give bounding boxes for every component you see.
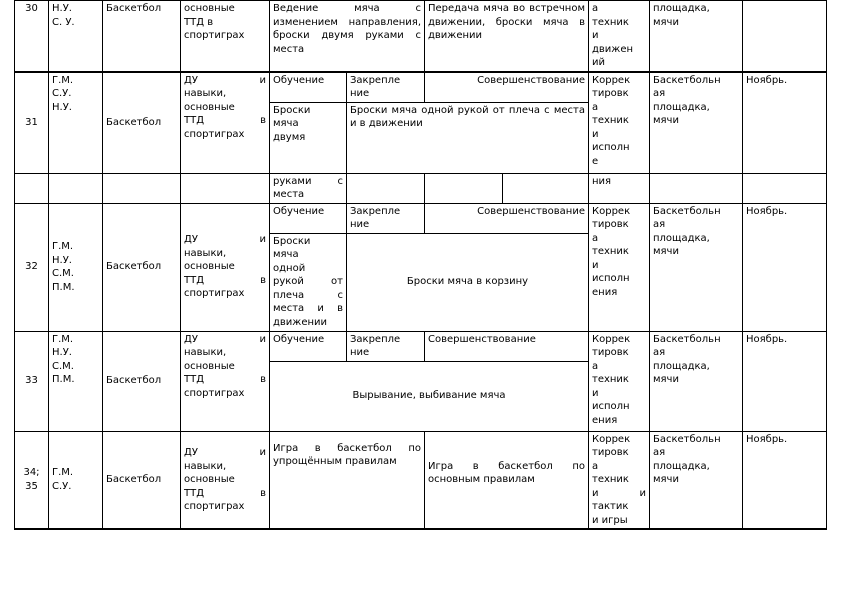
task-line: навыки, xyxy=(184,88,227,99)
control-line: техник xyxy=(592,374,629,385)
task-line: ДУ и xyxy=(184,74,266,86)
lesson-number: 30 xyxy=(15,1,49,72)
task-line: навыки, xyxy=(184,347,227,358)
control-line: Коррек xyxy=(592,74,631,86)
teacher: С.У. xyxy=(52,88,72,99)
teacher: Г.М. xyxy=(52,241,74,252)
sub-line: места и в xyxy=(273,303,343,314)
teachers-cell xyxy=(49,203,103,331)
task-line: ТТД в xyxy=(184,16,214,28)
teacher: Г.М. xyxy=(52,74,74,86)
equipment-line: мячи xyxy=(653,16,679,28)
task-line: основные xyxy=(184,3,235,14)
empty-cell xyxy=(103,173,181,203)
control-line: исполн xyxy=(592,401,630,412)
content-cell: Игра в баскетбол по упрощённым правилам xyxy=(270,431,425,529)
month-cell xyxy=(743,1,827,72)
equipment-line: Баскетбольн xyxy=(653,433,721,445)
equipment-line: Баскетбольн xyxy=(653,74,721,86)
control-line: тировк xyxy=(592,88,629,99)
stage-consolidation: Закрепле ние xyxy=(347,72,425,103)
continuation-text: руками с места xyxy=(270,173,347,203)
equipment-line: мячи xyxy=(653,115,679,126)
control-line: ий xyxy=(592,57,605,68)
tasks-cell xyxy=(181,72,270,174)
control-line: движен xyxy=(592,43,634,55)
equipment-line: мячи xyxy=(653,246,679,257)
equipment-line: площадка, xyxy=(653,460,710,472)
month-cell: Ноябрь. xyxy=(743,72,827,174)
month-cell: Ноябрь. xyxy=(743,331,827,431)
control-line: а xyxy=(592,101,599,113)
teachers-cell xyxy=(49,72,103,174)
table-row xyxy=(15,1,827,72)
teacher: С.У. xyxy=(52,480,72,492)
continuation-control: ния xyxy=(589,173,650,203)
task-line: спортиграх xyxy=(184,30,245,41)
task-line: ТТД в xyxy=(184,274,266,286)
task-line: навыки, xyxy=(184,247,227,259)
equipment-cell xyxy=(650,331,743,431)
control-line: тактик xyxy=(592,501,629,512)
sub-exercise xyxy=(270,102,347,173)
sub-line: одной xyxy=(273,262,306,274)
task-line: ТТД в xyxy=(184,115,266,126)
empty-cell xyxy=(347,173,425,203)
lesson-number: 34; 35 xyxy=(15,431,49,529)
equipment-line: ая xyxy=(653,219,666,230)
teachers-cell xyxy=(49,431,103,529)
sub-line: Броски xyxy=(273,104,311,116)
teacher: Г.М. xyxy=(52,333,74,345)
control-line: исполн xyxy=(592,142,630,153)
equipment-line: ая xyxy=(653,347,666,358)
teachers-cell xyxy=(49,331,103,431)
task-line: ДУ и xyxy=(184,234,266,246)
control-line: Коррек xyxy=(592,205,631,217)
sub-line: двумя xyxy=(273,131,306,143)
teacher: С. У. xyxy=(52,16,75,28)
content-cell: Игра в баскетбол по основным правилам xyxy=(425,431,589,529)
task-line: ТТД в xyxy=(184,487,266,499)
equipment-line: Баскетбольн xyxy=(653,205,721,217)
task-line: ДУ и xyxy=(184,447,266,458)
tasks-cell xyxy=(181,203,270,331)
lesson-plan-table xyxy=(14,0,827,530)
empty-cell xyxy=(650,173,743,203)
task-line: основные xyxy=(184,360,235,372)
control-line: ения xyxy=(592,286,618,298)
control-cell xyxy=(589,72,650,174)
teacher: С.М. xyxy=(52,268,74,279)
equipment-line: мячи xyxy=(653,374,679,385)
control-line: тировк xyxy=(592,219,629,230)
task-line: спортиграх xyxy=(184,288,245,300)
sub-line: мяча xyxy=(273,249,299,260)
control-line: техник xyxy=(592,16,629,28)
section-cell: Баскетбол xyxy=(103,1,181,72)
lesson-number: 33 xyxy=(15,331,49,431)
teacher: С.М. xyxy=(52,360,74,372)
tasks-cell xyxy=(181,331,270,431)
control-cell xyxy=(589,1,650,72)
sub-line: движении xyxy=(273,316,328,328)
task-line: основные xyxy=(184,261,235,273)
equipment-line: мячи xyxy=(653,474,679,485)
equipment-line: площадка, xyxy=(653,3,710,14)
teacher: П.М. xyxy=(52,374,75,385)
control-line: Коррек xyxy=(592,433,631,445)
control-line: тировк xyxy=(592,447,629,458)
control-line: техник xyxy=(592,474,629,485)
control-line: ения xyxy=(592,414,618,426)
control-line: тировк xyxy=(592,347,629,358)
equipment-cell xyxy=(650,203,743,331)
teacher: Н.У. xyxy=(52,3,72,14)
stage-consolidation: Закрепле ние xyxy=(347,203,425,233)
task-line: спортиграх xyxy=(184,128,245,140)
stage-improvement: Совершенствование xyxy=(425,72,589,103)
table-row xyxy=(15,203,827,233)
equipment-line: Баскетбольн xyxy=(653,333,721,345)
task-line: спортиграх xyxy=(184,387,245,399)
table-row xyxy=(15,331,827,361)
tasks-cell xyxy=(181,1,270,72)
control-line: и игры xyxy=(592,514,628,526)
control-line: техник xyxy=(592,246,629,257)
control-line: а xyxy=(592,232,599,244)
control-line: и xyxy=(592,259,599,271)
equipment-line: площадка, xyxy=(653,101,710,113)
control-line: а xyxy=(592,360,599,372)
main-exercise: Броски мяча одной рукой от плеча с места и в движении xyxy=(347,102,589,173)
empty-cell xyxy=(181,173,270,203)
task-line: ТТД в xyxy=(184,374,266,385)
empty-cell xyxy=(743,173,827,203)
stage-improvement: Совершенствование xyxy=(425,203,589,233)
stage-training: Обучение xyxy=(270,331,347,361)
control-line: е xyxy=(592,155,599,167)
control-line: техник xyxy=(592,115,629,126)
equipment-line: ая xyxy=(653,447,666,458)
main-exercise: Броски мяча в корзину xyxy=(347,233,589,331)
equipment-line: площадка, xyxy=(653,360,710,372)
teacher: Н.У. xyxy=(52,347,72,358)
empty-cell xyxy=(425,173,503,203)
task-line: навыки, xyxy=(184,460,227,472)
control-line: Коррек xyxy=(592,333,631,345)
section-cell: Баскетбол xyxy=(103,431,181,529)
lesson-number: 31 xyxy=(15,72,49,174)
control-line: и xyxy=(592,30,599,41)
section-cell: Баскетбол xyxy=(103,331,181,431)
empty-cell xyxy=(15,173,49,203)
month-cell: Ноябрь. xyxy=(743,431,827,529)
control-line: и xyxy=(592,387,599,399)
content-cell: Передача мяча во встречном движении, броски мяча в движении xyxy=(425,1,589,72)
control-cell xyxy=(589,431,650,529)
stage-improvement: Совершенствование xyxy=(425,331,589,361)
stage-training: Обучение xyxy=(270,203,347,233)
section-cell: Баскетбол xyxy=(103,203,181,331)
month-cell: Ноябрь. xyxy=(743,203,827,331)
equipment-cell xyxy=(650,1,743,72)
empty-cell xyxy=(503,173,589,203)
stage-consolidation: Закрепле ние xyxy=(347,331,425,361)
equipment-cell xyxy=(650,431,743,529)
task-line: ДУ и xyxy=(184,333,266,345)
content-cell: Ведение мяча с изменением направления, броски двумя руками с места xyxy=(270,1,425,72)
control-line: а xyxy=(592,460,599,472)
table-row xyxy=(15,72,827,103)
teacher: Г.М. xyxy=(52,467,74,479)
table-row xyxy=(15,173,827,203)
control-line: и xyxy=(592,128,599,140)
sub-line: плеча с xyxy=(273,289,343,301)
table-row xyxy=(15,431,827,529)
sub-line: рукой от xyxy=(273,276,343,287)
tasks-cell xyxy=(181,431,270,529)
control-line: а xyxy=(592,3,599,14)
control-cell xyxy=(589,331,650,431)
equipment-line: ая xyxy=(653,88,666,99)
task-line: основные xyxy=(184,101,235,113)
sub-line: мяча xyxy=(273,118,299,129)
control-line: исполн xyxy=(592,273,630,284)
task-line: спортиграх xyxy=(184,501,245,512)
equipment-line: площадка, xyxy=(653,232,710,244)
equipment-cell xyxy=(650,72,743,174)
lesson-number: 32 xyxy=(15,203,49,331)
main-exercise: Вырывание, выбивание мяча xyxy=(270,361,589,431)
control-line: и и xyxy=(592,487,646,499)
sub-exercise xyxy=(270,233,347,331)
control-cell xyxy=(589,203,650,331)
teachers-cell xyxy=(49,1,103,72)
section-cell: Баскетбол xyxy=(103,72,181,174)
task-line: основные xyxy=(184,474,235,485)
sub-line: Броски xyxy=(273,235,311,247)
teacher: Н.У. xyxy=(52,101,72,113)
stage-training: Обучение xyxy=(270,72,347,103)
teacher: Н.У. xyxy=(52,254,72,266)
empty-cell xyxy=(49,173,103,203)
teacher: П.М. xyxy=(52,281,75,293)
